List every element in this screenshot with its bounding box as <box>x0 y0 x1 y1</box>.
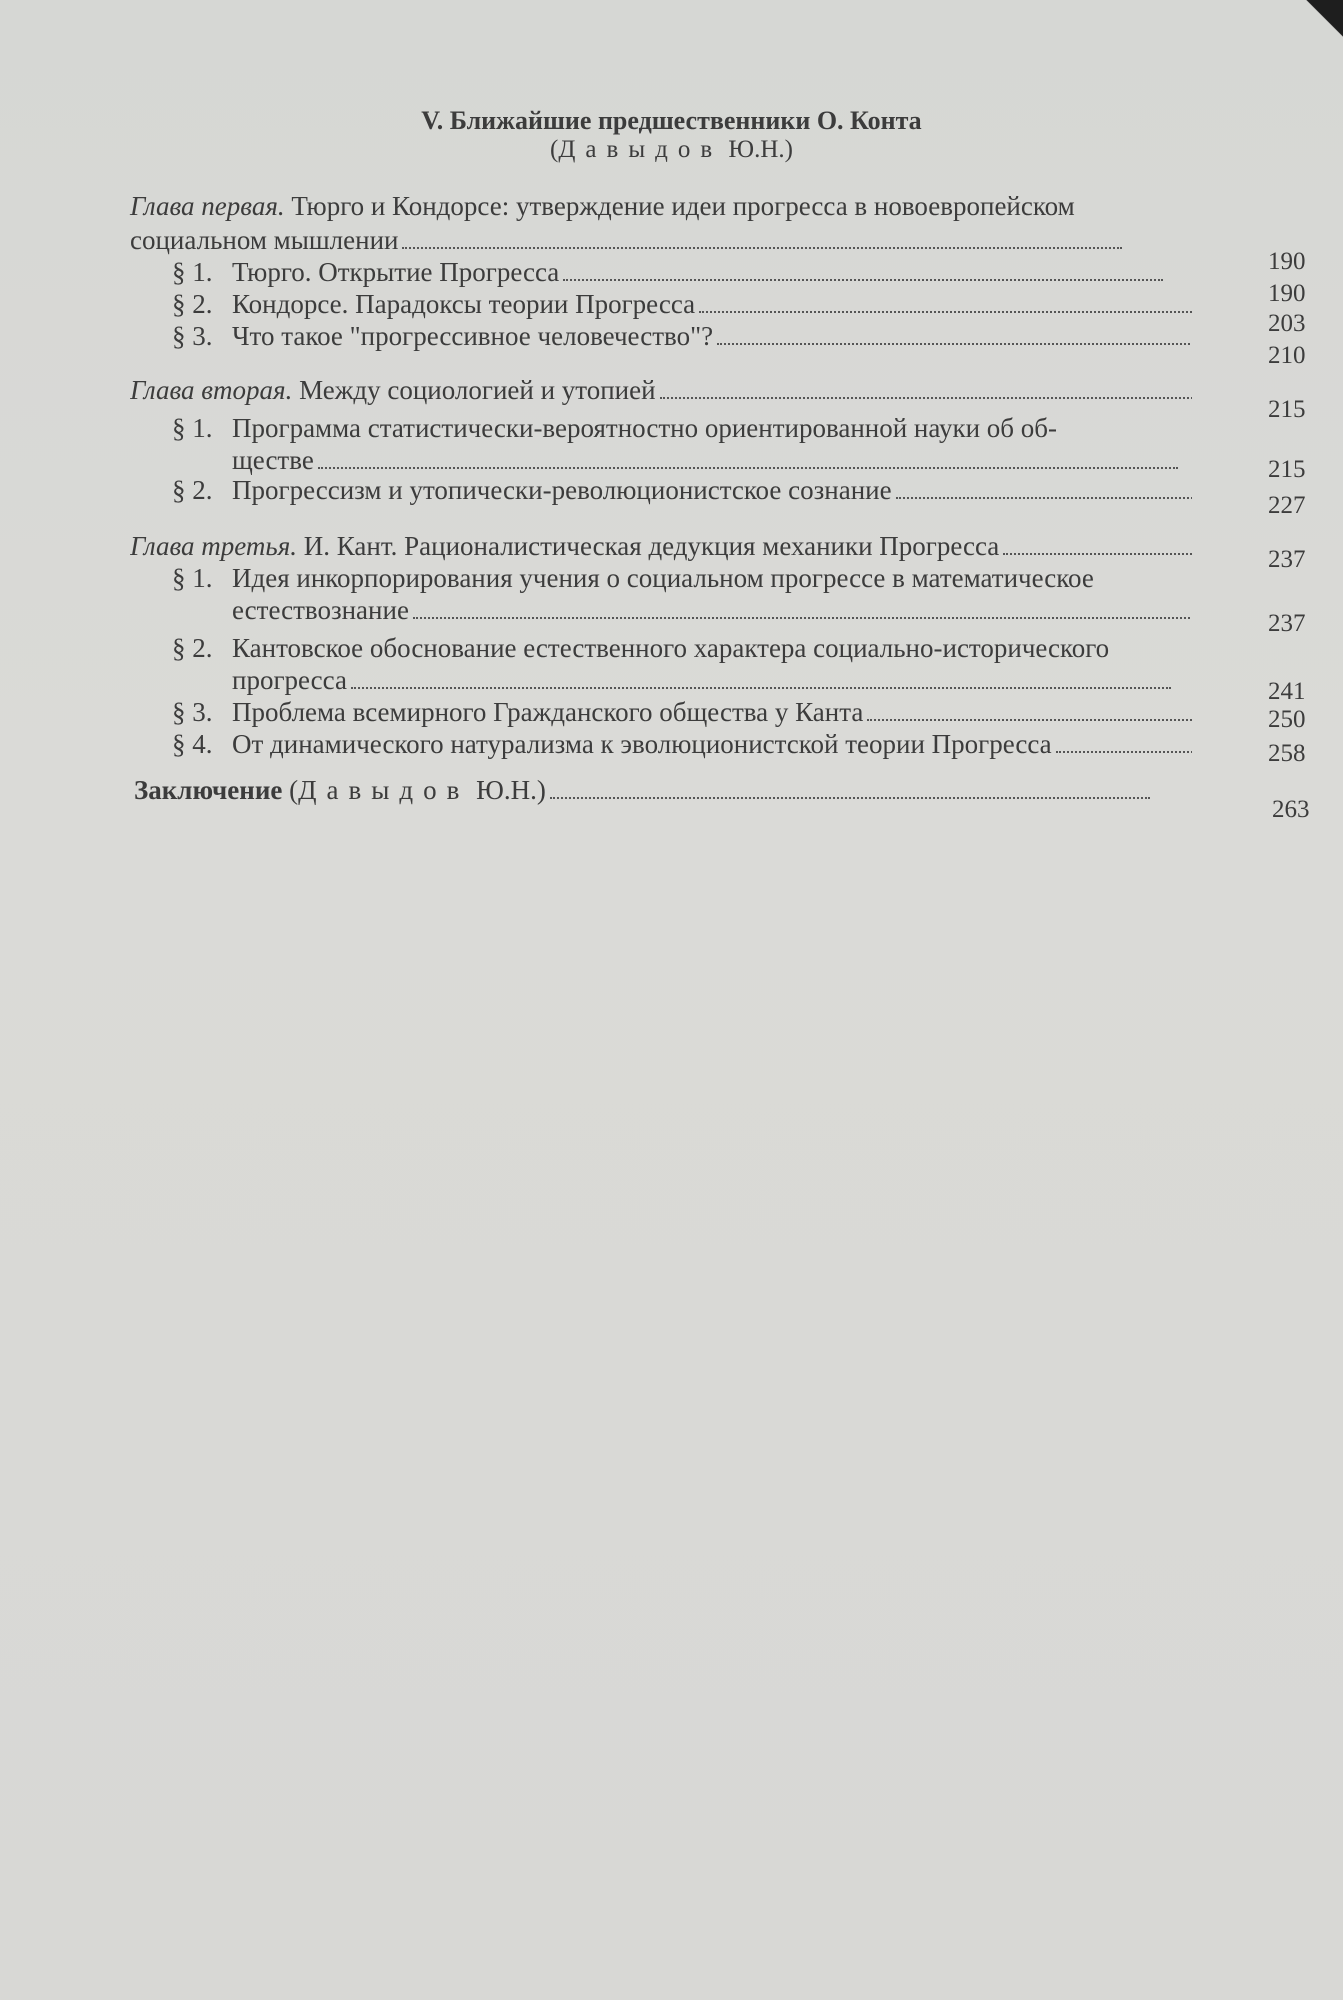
chapter-3-item-4-page: 258 <box>1268 740 1306 767</box>
conclusion-entry: Заключение (Давыдов Ю.Н.) <box>134 774 1192 806</box>
chapter-1-item-2-page: 203 <box>1268 310 1306 337</box>
chapter-2-item-1-line2: ществе <box>232 444 1192 476</box>
chapter-3-item-1-line2: естествознание <box>232 594 1192 626</box>
conclusion-page: 263 <box>1272 796 1310 823</box>
chapter-1-label: Глава первая. <box>130 191 285 221</box>
chapter-3-item-1-page: 237 <box>1268 610 1306 637</box>
chapter-3-heading <box>130 530 1192 562</box>
chapter-1-item-2: § 2. Кондорсе. Парадоксы теории Прогресса <box>172 288 1192 320</box>
chapter-2-label: Глава вторая. <box>130 375 293 405</box>
chapter-1-heading-line2: социальном мышлении <box>130 224 1192 256</box>
chapter-2-item-1-page: 215 <box>1268 456 1306 483</box>
chapter-2-item-2: § 2. Прогрессизм и утопически-революционистское сознание <box>172 474 1192 506</box>
chapter-3-item-3-page: 250 <box>1268 706 1306 733</box>
conclusion-author: Давыдов <box>298 775 470 805</box>
chapter-3-item-2-page: 241 <box>1268 678 1306 705</box>
chapter-3-item-3: § 3. Проблема всемирного Гражданского общества у Канта <box>172 696 1192 728</box>
chapter-3-title: И. Кант. Рационалистическая дедукция механики Прогресса <box>297 531 1000 561</box>
section-author: (Давыдов Ю.Н.) <box>550 136 793 163</box>
chapter-3-item-1: § 1. Идея инкорпорирования учения о социальном прогрессе в математическое <box>172 563 1094 593</box>
chapter-2-heading <box>130 374 1192 406</box>
chapter-1-item-1: § 1. Тюрго. Открытие Прогресса <box>172 256 1192 288</box>
author-name: Давыдов <box>558 136 723 163</box>
conclusion-label: Заключение <box>134 775 283 805</box>
chapter-2-page: 215 <box>1268 396 1306 423</box>
chapter-1-title: Тюрго и Кондорсе: утверждение идеи прогресса в новоевропейском <box>284 191 1075 221</box>
chapter-1-item-3: § 3. Что такое "прогрессивное человечество"? <box>172 320 1192 352</box>
chapter-2-title: Между социологией и утопией <box>292 375 656 405</box>
chapter-1-item-1-page: 190 <box>1268 280 1306 307</box>
page-corner-shadow <box>1283 0 1343 60</box>
chapter-3-item-2: § 2. Кантовское обоснование естественного характера социально-исторического <box>172 633 1110 663</box>
chapter-2-item-2-page: 227 <box>1268 492 1306 519</box>
chapter-1-heading <box>130 190 1210 222</box>
chapter-1-item-3-page: 210 <box>1268 342 1306 369</box>
chapter-2-item-1: § 1. Программа статистически-вероятностно ориентированной науки об об- <box>172 413 1058 443</box>
chapter-3-label: Глава третья. <box>130 531 298 561</box>
chapter-3-item-2-line2: прогресса <box>232 664 1192 696</box>
chapter-3-page: 237 <box>1268 546 1306 573</box>
section-title: V. Ближайшие предшественники О. Конта <box>421 106 922 135</box>
chapter-3-item-4: § 4. От динамического натурализма к эволюционистской теории Прогресса <box>172 728 1192 760</box>
chapter-1-page: 190 <box>1268 248 1306 275</box>
